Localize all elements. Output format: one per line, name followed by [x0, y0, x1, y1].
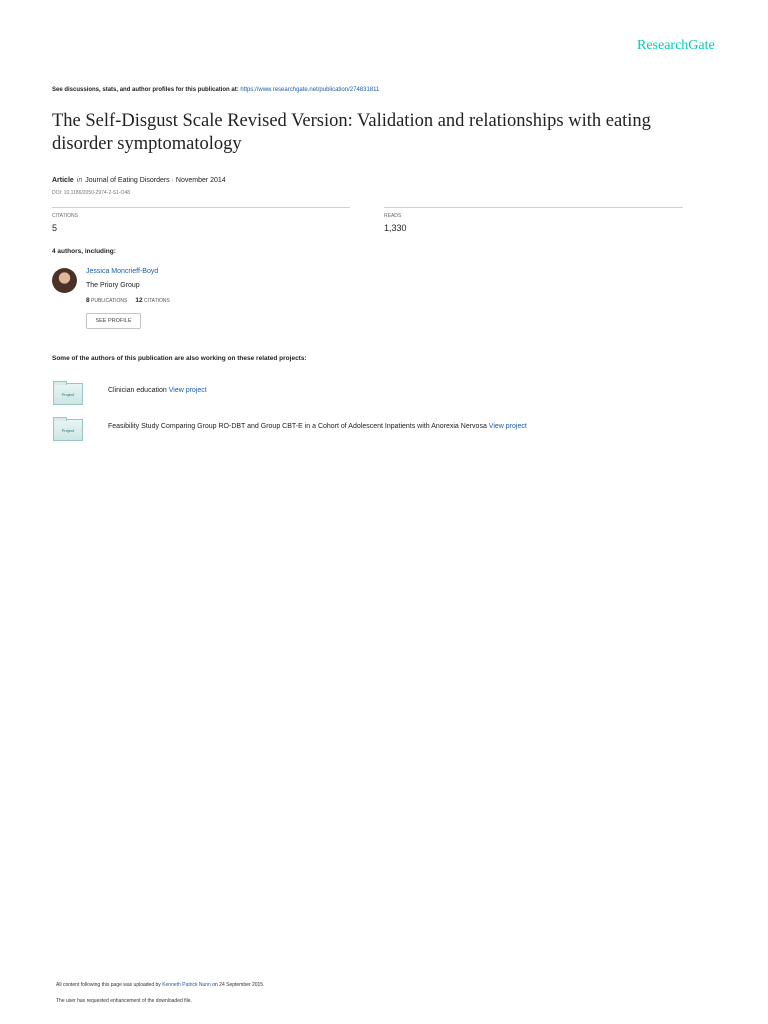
projects-heading: Some of the authors of this publication are also working on these related projects:	[52, 355, 307, 362]
authors-heading: 4 authors, including:	[52, 248, 116, 255]
researchgate-logo[interactable]: ResearchGate	[637, 38, 715, 53]
reads-value: 1,330	[384, 223, 407, 233]
citations-label: CITATIONS	[52, 213, 78, 219]
in-word: in	[76, 177, 83, 184]
publication-title: The Self-Disgust Scale Revised Version: Validation and relationships with eating disorder symptomatology	[52, 111, 651, 154]
reads-divider	[384, 207, 683, 208]
author-stats	[86, 297, 170, 304]
project-title: Clinician education	[108, 387, 167, 394]
enhancement-note: The user has requested enhancement of the downloaded file.	[56, 998, 192, 1004]
publication-url-link[interactable]: https://www.researchgate.net/publication/274831811	[240, 87, 380, 93]
uploader-link[interactable]: Kenneth Patrick Nunn	[162, 982, 211, 988]
doi: DOI: 10.1186/2050-2974-2-S1-O48	[52, 190, 131, 196]
author-citations-label: CITATIONS	[143, 298, 170, 304]
view-project-link[interactable]: View project	[488, 423, 527, 430]
discussion-text: See discussions, stats, and author profiles for this publication at:	[52, 87, 239, 93]
discussion-line	[52, 87, 379, 93]
citations-value: 5	[52, 223, 58, 233]
upload-suffix: on 24 September 2015.	[212, 982, 265, 988]
project-folder-icon	[53, 383, 83, 405]
project-title: Feasibility Study Comparing Group RO-DBT and Group CBT-E in a Cohort of Adolescent Inpatients with Anorexia Nervosa	[108, 423, 487, 430]
author-avatar[interactable]	[52, 268, 77, 293]
journal-date[interactable]: Journal of Eating Disorders · November 2014	[85, 177, 226, 184]
publication-type: Article	[52, 177, 74, 184]
view-project-link[interactable]: View project	[168, 387, 207, 394]
project-icon-label: Project	[61, 392, 75, 397]
project-icon-label: Project	[61, 428, 75, 433]
see-profile-button[interactable]: SEE PROFILE	[86, 313, 141, 329]
publication-meta	[52, 177, 226, 184]
reads-label: READS	[384, 213, 402, 219]
project-item	[108, 423, 527, 430]
author-citations-count: 12	[135, 297, 143, 304]
upload-note	[56, 982, 264, 988]
author-publications-label: PUBLICATIONS	[91, 298, 128, 304]
project-folder-icon	[53, 419, 83, 441]
citations-divider	[52, 207, 350, 208]
project-item	[108, 387, 207, 394]
author-name-link[interactable]: Jessica Moncrieff-Boyd	[86, 268, 159, 275]
author-publications-count: 8	[86, 297, 90, 304]
author-institution: The Priory Group	[86, 282, 140, 289]
upload-prefix: All content following this page was uploaded by	[56, 982, 161, 988]
